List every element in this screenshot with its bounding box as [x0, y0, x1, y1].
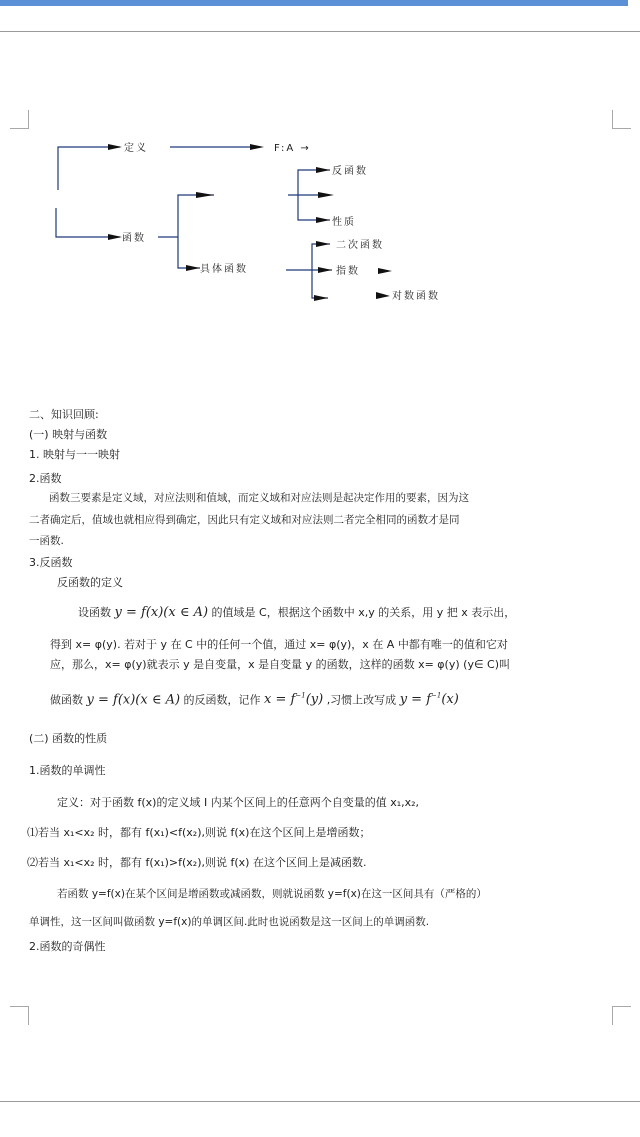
node-inverse-function: 反函数 — [332, 166, 368, 177]
arrow-to-function — [108, 234, 122, 240]
arrow-upper-branch — [196, 192, 214, 198]
monotonicity-definition: 定义：对于函数 f(x)的定义域 I 内某个区间上的任意两个自变量的值 x₁,x₂, — [57, 796, 420, 809]
monotonicity-paragraph-line1: 若函数 y=f(x)在某个区间是增函数或减函数，则就说函数 y=f(x)在这一区间具有（严格的） — [57, 888, 487, 900]
top-divider — [0, 31, 640, 32]
subsection-mapping-function: (一) 映射与函数 — [29, 428, 108, 441]
arrow-to-quadratic — [316, 241, 330, 247]
inverse-def-line1 — [78, 606, 515, 619]
inverse-def-line4 — [50, 690, 459, 706]
arrow-to-mapping — [250, 144, 264, 150]
page-corner-bottom-right — [612, 1006, 631, 1025]
function-bracket — [178, 195, 214, 268]
inverse-definition-heading: 反函数的定义 — [57, 576, 123, 589]
formula-y-finv-x-base: y = f — [399, 692, 432, 708]
node-exponential: 指数 — [336, 266, 360, 277]
node-concrete-function: 具体函数 — [200, 264, 248, 275]
arrow-middle — [318, 192, 334, 198]
formula-x-finv-y-base: x = f — [264, 692, 296, 708]
monotonicity-paragraph-line2: 单调性，这一区间叫做函数 y=f(x)的单调区间.此时也说函数是这一区间上的单调函数. — [29, 916, 430, 928]
inverse-def-line2: 得到 x= φ(y). 若对于 y 在 C 中的任何一个值，通过 x= φ(y)，x 在 A 中都有唯一的值和它对 — [50, 638, 508, 651]
arrow-to-definition — [108, 144, 122, 150]
item-function: 2.函数 — [29, 472, 62, 485]
node-quadratic-function: 二次函数 — [336, 240, 384, 251]
superscript-inverse: −1 — [295, 692, 306, 700]
arrow-lower — [314, 295, 328, 301]
bottom-divider — [0, 1101, 640, 1102]
function-concept-diagram — [0, 130, 640, 310]
node-mapping: F:A → — [274, 143, 311, 154]
bracket-top-line — [58, 147, 120, 190]
formula-x-finv-y — [264, 692, 323, 707]
inverse-def-line1-pre: 设函数 — [78, 606, 111, 619]
formula-y-finv-x-arg: (x) — [441, 692, 459, 708]
function-paragraph-line3: 一函数. — [29, 535, 64, 547]
arrow-to-concrete — [186, 265, 200, 271]
monotonicity-case-decreasing: ⑵若当 x₁<x₂ 时，都有 f(x₁)>f(x₂),则说 f(x) 在这个区间上是减函数. — [27, 856, 367, 869]
function-paragraph-line2: 二者确定后，值域也就相应得到确定，因此只有定义域和对应法则二者完全相同的函数才是同 — [29, 514, 460, 526]
top-accent-bar — [0, 0, 628, 6]
arrow-to-log — [376, 292, 390, 299]
node-definition: 定义 — [124, 143, 148, 154]
arrow-after-exponential — [378, 268, 392, 274]
formula-y-fx: y = f(x)(x ∈ A) — [114, 605, 209, 620]
formula-x-finv-y-arg: (y) — [305, 692, 324, 708]
inverse-def-line1-post: 的值域是 C，根据这个函数中 x,y 的关系，用 y 把 x 表示出， — [211, 606, 516, 619]
arrow-to-inverse — [316, 167, 330, 173]
node-log-function: 对数函数 — [392, 291, 440, 302]
page-corner-top-left — [10, 110, 29, 129]
node-property: 性质 — [332, 217, 356, 228]
section-title-knowledge-review: 二、知识回顾: — [29, 408, 99, 421]
bracket-bottom-line — [56, 208, 120, 237]
arrow-to-exponential — [318, 267, 332, 273]
subsection-function-properties: (二) 函数的性质 — [29, 732, 108, 745]
formula-y-fx-2: y = f(x)(x ∈ A) — [86, 692, 181, 708]
item-mapping: 1. 映射与一一映射 — [29, 448, 120, 461]
page-corner-bottom-left — [10, 1006, 29, 1025]
inverse-def-line4-mid2: ,习惯上改写成 — [326, 693, 397, 707]
function-paragraph-line1: 函数三要素是定义域，对应法则和值域，而定义域和对应法则是起决定作用的要素，因为这 — [49, 492, 469, 504]
arrow-to-property — [316, 217, 330, 223]
monotonicity-case-increasing: ⑴若当 x₁<x₂ 时，都有 f(x₁)<f(x₂),则说 f(x)在这个区间上是增函数； — [27, 826, 371, 839]
inverse-def-line3: 应，那么，x= φ(y)就表示 y 是自变量，x 是自变量 y 的函数，这样的函数 x= φ(y) (y∈ C)叫 — [50, 658, 510, 671]
inverse-def-line4-pre: 做函数 — [50, 693, 83, 707]
node-function: 函数 — [122, 233, 146, 244]
item-parity: 2.函数的奇偶性 — [29, 940, 106, 953]
superscript-inverse-2: −1 — [431, 692, 442, 700]
page-corner-top-right — [612, 110, 631, 129]
inverse-def-line4-mid: 的反函数，记作 — [183, 693, 261, 707]
formula-y-finv-x — [400, 692, 459, 707]
item-monotonicity: 1.函数的单调性 — [29, 764, 106, 777]
item-inverse-function: 3.反函数 — [29, 556, 73, 569]
